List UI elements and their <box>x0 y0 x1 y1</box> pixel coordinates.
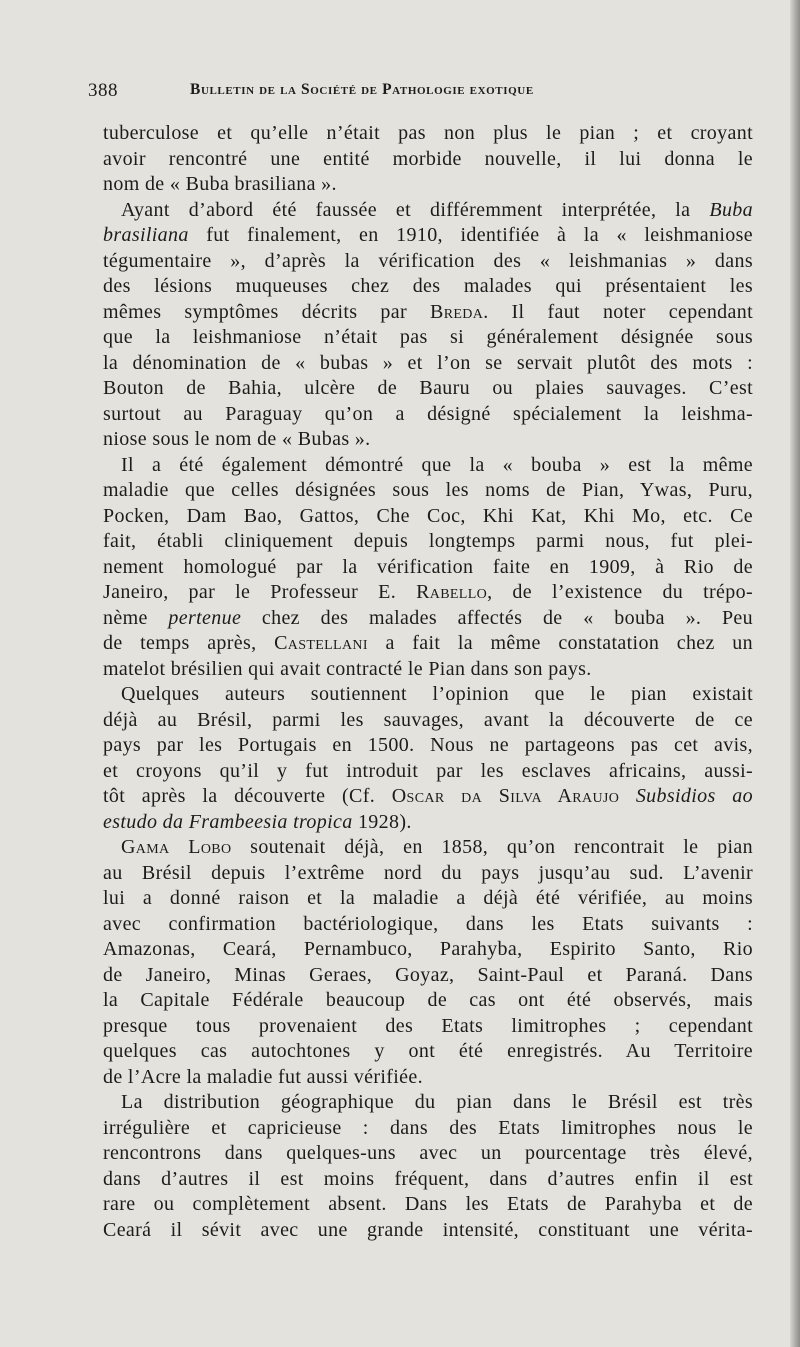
text-line <box>103 631 753 657</box>
text-segment: a fait la même constatation chez un <box>367 632 754 654</box>
author-name: Castellani <box>274 632 368 654</box>
author-name: Breda <box>430 300 484 323</box>
text-segment: au Brésil depuis l’extrême nord du pays jusqu’au sud. L’avenir <box>103 861 753 884</box>
author-name: Gama Lobo <box>121 836 232 858</box>
text-segment: Quelques auteurs soutiennent l’opinion que le pian existait <box>121 683 753 705</box>
text-segment: avoir rencontré une entité morbide nouvelle, il lui donna le <box>103 147 753 170</box>
text-segment: Pocken, Dam Bao, Gattos, Che Coc, Khi Kat, Khi Mo, etc. Ce <box>103 504 753 527</box>
text-segment: tuberculose et qu’elle n’était pas non plus le pian ; et croyant <box>103 122 753 144</box>
text-segment: la Capitale Fédérale beaucoup de cas ont été observés, mais <box>103 989 753 1011</box>
text-line <box>103 1116 753 1142</box>
author-name: Rabello <box>416 581 488 603</box>
author-name: Oscar da Silva Araujo <box>391 785 620 807</box>
text-segment: rencontrons dans quelques-uns avec un pourcentage très élevé, <box>103 1142 753 1164</box>
text-line <box>103 657 753 683</box>
text-segment: Il a été également démontré que la « bouba » est la même <box>121 453 753 476</box>
text-segment: chez des malades affectés de « bouba ». Peu <box>241 606 754 629</box>
text-line <box>103 861 753 887</box>
text-segment: presque tous provenaient des Etats limitrophes ; cependant <box>103 1014 753 1037</box>
text-line <box>103 784 753 810</box>
text-line <box>103 937 753 963</box>
text-line <box>103 988 753 1014</box>
text-line <box>103 300 753 326</box>
italic-text: Subsidios ao <box>635 785 754 807</box>
text-line <box>103 427 753 453</box>
text-segment: nement homologué par la vérification faite en 1909, à Rio de <box>103 555 753 578</box>
text-line <box>103 1167 753 1193</box>
text-line <box>103 1218 753 1244</box>
italic-text: Buba <box>709 198 753 221</box>
italic-text: pertenue <box>168 606 242 629</box>
text-line <box>103 682 753 708</box>
text-segment: que la leishmaniose n’était pas si généralement désignée sous <box>103 326 753 348</box>
text-segment: fait, établi cliniquement depuis longtemps parmi nous, fut plei- <box>103 530 753 552</box>
text-segment: fut finalement, en 1910, identifiée à la « leishmaniose <box>188 224 753 246</box>
italic-text: brasiliana <box>103 224 189 246</box>
text-segment: quelques cas autochtones y ont été enregistrés. Au Territoire <box>103 1040 753 1062</box>
text-line <box>103 198 753 224</box>
text-line <box>103 402 753 428</box>
text-line <box>103 835 753 861</box>
text-segment <box>619 785 636 807</box>
text-segment: avec confirmation bactériologique, dans les Etats suivants : <box>103 912 753 935</box>
text-segment: des lésions muqueuses chez des malades qui présentaient les <box>103 275 753 297</box>
text-segment: mêmes symptômes décrits par <box>103 300 430 323</box>
text-line <box>103 453 753 479</box>
text-segment: dans d’autres il est moins fréquent, dans d’autres enfin il est <box>103 1167 753 1190</box>
text-line <box>103 121 753 147</box>
text-line <box>103 912 753 938</box>
text-segment: rare ou complètement absent. Dans les Etats de Parahyba et de <box>103 1193 753 1215</box>
text-segment: soutenait déjà, en 1858, qu’on rencontrait le pian <box>231 836 753 858</box>
text-line <box>103 1014 753 1040</box>
text-line <box>103 580 753 606</box>
text-line <box>103 223 753 249</box>
text-segment: lui a donné raison et la maladie a déjà été vérifiée, au moins <box>103 887 753 909</box>
text-segment: maladie que celles désignées sous les noms de Pian, Ywas, Puru, <box>103 479 753 501</box>
text-line <box>103 1141 753 1167</box>
text-segment: matelot brésilien qui avait contracté le Pian dans son pays. <box>103 657 592 680</box>
text-line <box>103 504 753 530</box>
text-segment: de Janeiro, Minas Geraes, Goyaz, Saint-Paul et Paraná. Dans <box>103 963 753 986</box>
text-segment: pays par les Portugais en 1500. Nous ne partageons pas cet avis, <box>103 734 753 756</box>
text-line <box>103 351 753 377</box>
text-segment: La distribution géographique du pian dans le Brésil est très <box>121 1091 753 1113</box>
text-line <box>103 963 753 989</box>
text-segment: déjà au Brésil, parmi les sauvages, avant la découverte de ce <box>103 708 753 731</box>
text-segment: de l’Acre la maladie fut aussi vérifiée. <box>103 1065 423 1088</box>
text-segment: Ceará il sévit avec une grande intensité, constituant une vérita- <box>103 1218 753 1241</box>
text-line <box>103 759 753 785</box>
text-line <box>103 376 753 402</box>
text-segment: nème <box>103 606 169 629</box>
text-segment: 1928). <box>352 810 412 833</box>
text-segment: nom de « Buba brasiliana ». <box>103 173 337 195</box>
text-line <box>103 886 753 912</box>
text-line <box>103 274 753 300</box>
text-segment: Ayant d’abord été faussée et différemment interprétée, la <box>121 198 710 221</box>
text-line <box>103 1039 753 1065</box>
text-line <box>103 1192 753 1218</box>
text-line <box>103 478 753 504</box>
text-segment: niose sous le nom de « Bubas ». <box>103 428 371 450</box>
text-line <box>103 1065 753 1091</box>
text-line <box>103 172 753 198</box>
text-segment: la dénomination de « bubas » et l’on se servait plutôt des mots : <box>103 351 753 374</box>
text-line <box>103 810 753 836</box>
text-line <box>103 249 753 275</box>
running-title: Bulletin de la Société de Pathologie exotique <box>190 81 534 98</box>
text-segment: irrégulière et capricieuse : dans des Etats limitrophes nous le <box>103 1116 753 1139</box>
text-segment: , de l’existence du trépo- <box>487 581 753 603</box>
text-segment: Amazonas, Ceará, Pernambuco, Parahyba, Espirito Santo, Rio <box>103 938 753 960</box>
page-header <box>88 80 738 110</box>
page-number: 388 <box>88 80 118 101</box>
text-line <box>103 733 753 759</box>
text-segment: surtout au Paraguay qu’on a désigné spécialement la leishma- <box>103 402 753 425</box>
text-line <box>103 529 753 555</box>
text-line <box>103 1090 753 1116</box>
page-edge-shadow <box>790 0 800 1347</box>
text-line <box>103 555 753 581</box>
text-line <box>103 325 753 351</box>
text-line <box>103 606 753 632</box>
text-segment: et croyons qu’il y fut introduit par les esclaves africains, aussi- <box>103 759 753 782</box>
italic-text: estudo da Frambeesia tropica <box>103 810 353 833</box>
text-segment: tôt après la découverte (Cf. <box>103 785 392 807</box>
text-line <box>103 147 753 173</box>
text-segment: tégumentaire », d’après la vérification des « leishmanias » dans <box>103 249 753 272</box>
text-segment: Bouton de Bahia, ulcère de Bauru ou plaies sauvages. C’est <box>103 377 753 399</box>
text-segment: de temps après, <box>103 632 275 654</box>
text-segment: Janeiro, par le Professeur E. <box>103 581 417 603</box>
body-text <box>103 121 753 1243</box>
text-segment: . Il faut noter cependant <box>483 300 753 323</box>
text-line <box>103 708 753 734</box>
